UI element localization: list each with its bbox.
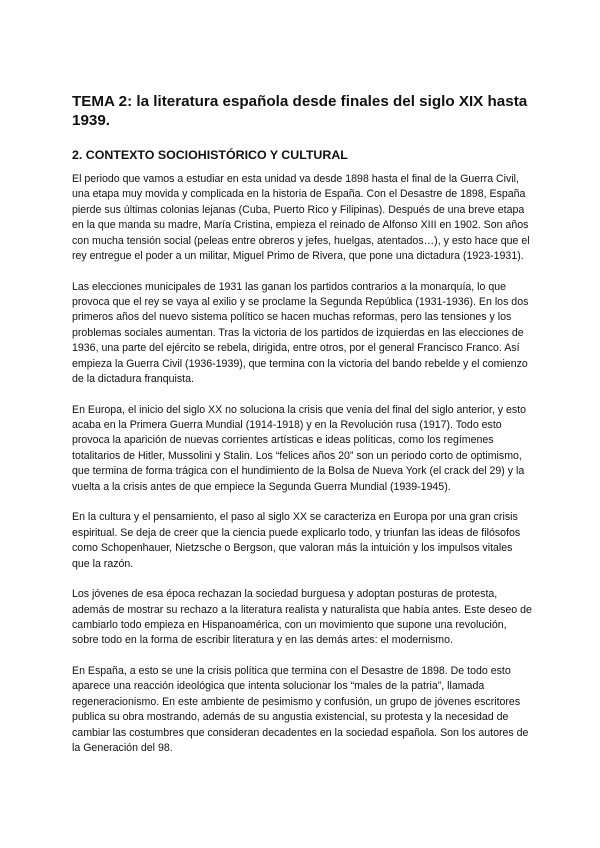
paragraph-6: En España, a esto se une la crisis política que termina con el Desastre de 1898. De todo esto aparece una reacción ideológica que intenta solucionar los “males de la patria”, llamada regeneracionismo. En este ambiente de pesimismo y confusión, un grupo de jóvenes escritores publica su obra mostrando, además de su angustia existencial, su protesta y la necesidad de cambiar las costumbres que consideran decadentes en la sociedad española. Son los autores de la Generación del 98.: [72, 664, 529, 754]
document-title: TEMA 2: la literatura española desde finales del siglo XIX hasta 1939.: [72, 93, 528, 129]
paragraph-4: En la cultura y el pensamiento, el paso al siglo XX se caracteriza en Europa por una gran crisis espiritual. Se deja de creer que la ciencia puede explicarlo todo, y triunfan las ideas de filósofos como Schopenhauer, Nietzsche o Bergson, que valoran más la intuición y los impulsos vitales que la razón.: [72, 511, 521, 570]
paragraph-3: En Europa, el inicio del siglo XX no soluciona la crisis que venía del final del siglo anterior, y esto acaba en la Primera Guerra Mundial (1914-1918) y en la Revolución rusa (1917). Todo esto provoca la aparición de nuevas corrientes artísticas e ideas políticas, como los regímenes totalitarios de Hitler, Mussolini y Stalin. Los “felices años 20” son un periodo corto de optimismo, que termina de forma trágica con el hundimiento de la Bolsa de Nueva York (el crack del 29) y la vuelta a la crisis antes de que empiece la Segunda Guerra Mundial (1939-1945).: [72, 403, 527, 493]
body-text: [72, 172, 532, 772]
paragraph-5: Los jóvenes de esa época rechazan la sociedad burguesa y adoptan posturas de protesta, además de mostrar su rechazo a la literatura realista y naturalista que había antes. Este deseo de cambiarlo todo empieza en Hispanoamérica, con un movimiento que supone una revolución, sobre todo en la forma de escribir literatura y en las demás artes: el modernismo.: [72, 588, 532, 647]
paragraph-1: El periodo que vamos a estudiar en esta unidad va desde 1898 hasta el final de la Guerra Civil, una etapa muy movida y complicada en la historia de España. Con el Desastre de 1898, España pierde sus últimas colonias lejanas (Cuba, Puerto Rico y Filipinas). Después de una breve etapa en la que manda su madre, María Cristina, empieza el reinado de Alfonso XIII en 1902. Son años con mucha tensión social (peleas entre obreros y jefes, huelgas, atentados…), y esto hace que el rey entregue el poder a un militar, Miguel Primo de Rivera, que pone una dictadura (1923-1931).: [72, 173, 530, 263]
section-heading: 2. CONTEXTO SOCIOHISTÓRICO Y CULTURAL: [72, 148, 348, 162]
paragraph-2: Las elecciones municipales de 1931 las ganan los partidos contrarios a la monarquía, lo que provoca que el rey se vaya al exilio y se proclame la Segunda República (1931-1936). En los dos primeros años del nuevo sistema político se hacen muchas reformas, pero las tensiones y los problemas sociales aumentan. Tras la victoria de los partidos de izquierdas en las elecciones de 1936, una parte del ejército se rebela, dirigida, entre otros, por el general Francisco Franco. Así empieza la Guerra Civil (1936-1939), que termina con la victoria del bando rebelde y el comienzo de la dictadura franquista.: [72, 280, 529, 386]
